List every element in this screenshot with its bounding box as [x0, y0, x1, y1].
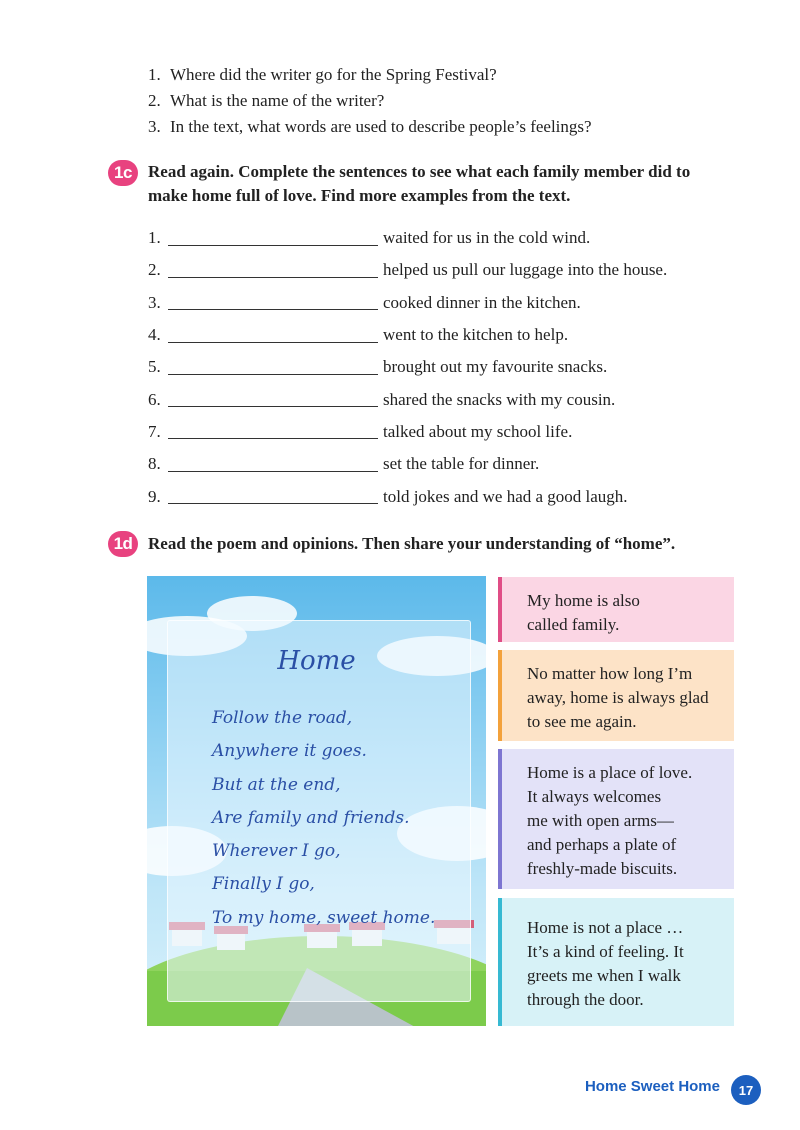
poem-illustration: [147, 576, 486, 1026]
answer-blank[interactable]: [168, 424, 378, 439]
answer-blank[interactable]: [168, 489, 378, 504]
poem-line: But at the end,: [212, 774, 341, 795]
answer-blank[interactable]: [168, 263, 378, 278]
fill-in-item: 9. told jokes and we had a good laugh.: [148, 486, 628, 506]
question-item: 1. Where did the writer go for the Spring Festival?: [148, 65, 497, 84]
opinion-box: My home is also called family.: [498, 577, 734, 642]
footer-unit-title: Home Sweet Home: [584, 1078, 720, 1095]
poem-line: Wherever I go,: [212, 841, 341, 862]
answer-blank[interactable]: [168, 295, 378, 310]
poem-line: To my home, sweet home.: [212, 907, 436, 928]
instruction-1d: Read the poem and opinions. Then share your understanding of “home”.: [148, 534, 676, 553]
answer-blank[interactable]: [168, 328, 378, 343]
fill-in-item: 3. cooked dinner in the kitchen.: [148, 292, 581, 312]
poem-lines: [212, 702, 435, 935]
poem-title: Home: [277, 646, 356, 676]
poem-line: Anywhere it goes.: [212, 741, 367, 762]
poem-line: Are family and friends.: [212, 807, 410, 828]
fill-in-item: 4. went to the kitchen to help.: [148, 325, 569, 345]
question-list: [148, 62, 592, 140]
fill-in-item: 1. waited for us in the cold wind.: [148, 228, 591, 248]
opinion-box: Home is not a place … It’s a kind of feeling. It greets me when I walk through the door.: [498, 898, 734, 1026]
opinion-box: No matter how long I’m away, home is always glad to see me again.: [498, 650, 734, 741]
answer-blank[interactable]: [168, 392, 378, 407]
answer-blank[interactable]: [168, 457, 378, 472]
poem-line: Follow the road,: [212, 708, 353, 728]
answer-blank[interactable]: [168, 360, 378, 375]
fill-in-item: 2. helped us pull our luggage into the house.: [148, 260, 668, 280]
fill-in-item: 8. set the table for dinner.: [148, 454, 540, 474]
page-number: 17: [731, 1075, 761, 1105]
fill-in-list: [148, 222, 667, 513]
fill-in-item: 6. shared the snacks with my cousin.: [148, 389, 616, 409]
fill-in-item: 5. brought out my favourite snacks.: [148, 357, 608, 377]
opinion-box: Home is a place of love. It always welcomes me with open arms— and perhaps a plate of freshly-made biscuits.: [498, 749, 734, 889]
section-badge-1c: 1c: [108, 160, 138, 186]
fill-in-item: 7. talked about my school life.: [148, 421, 573, 441]
poem-line: Finally I go,: [212, 874, 315, 895]
question-item: 3. In the text, what words are used to describe people’s feelings?: [148, 117, 592, 136]
answer-blank[interactable]: [168, 231, 378, 246]
section-badge-1d: 1d: [108, 531, 138, 557]
question-item: 2. What is the name of the writer?: [148, 91, 385, 110]
instruction-1c: Read again. Complete the sentences to see what each family member did to make home full of love. Find more examples from the text.: [148, 162, 691, 205]
